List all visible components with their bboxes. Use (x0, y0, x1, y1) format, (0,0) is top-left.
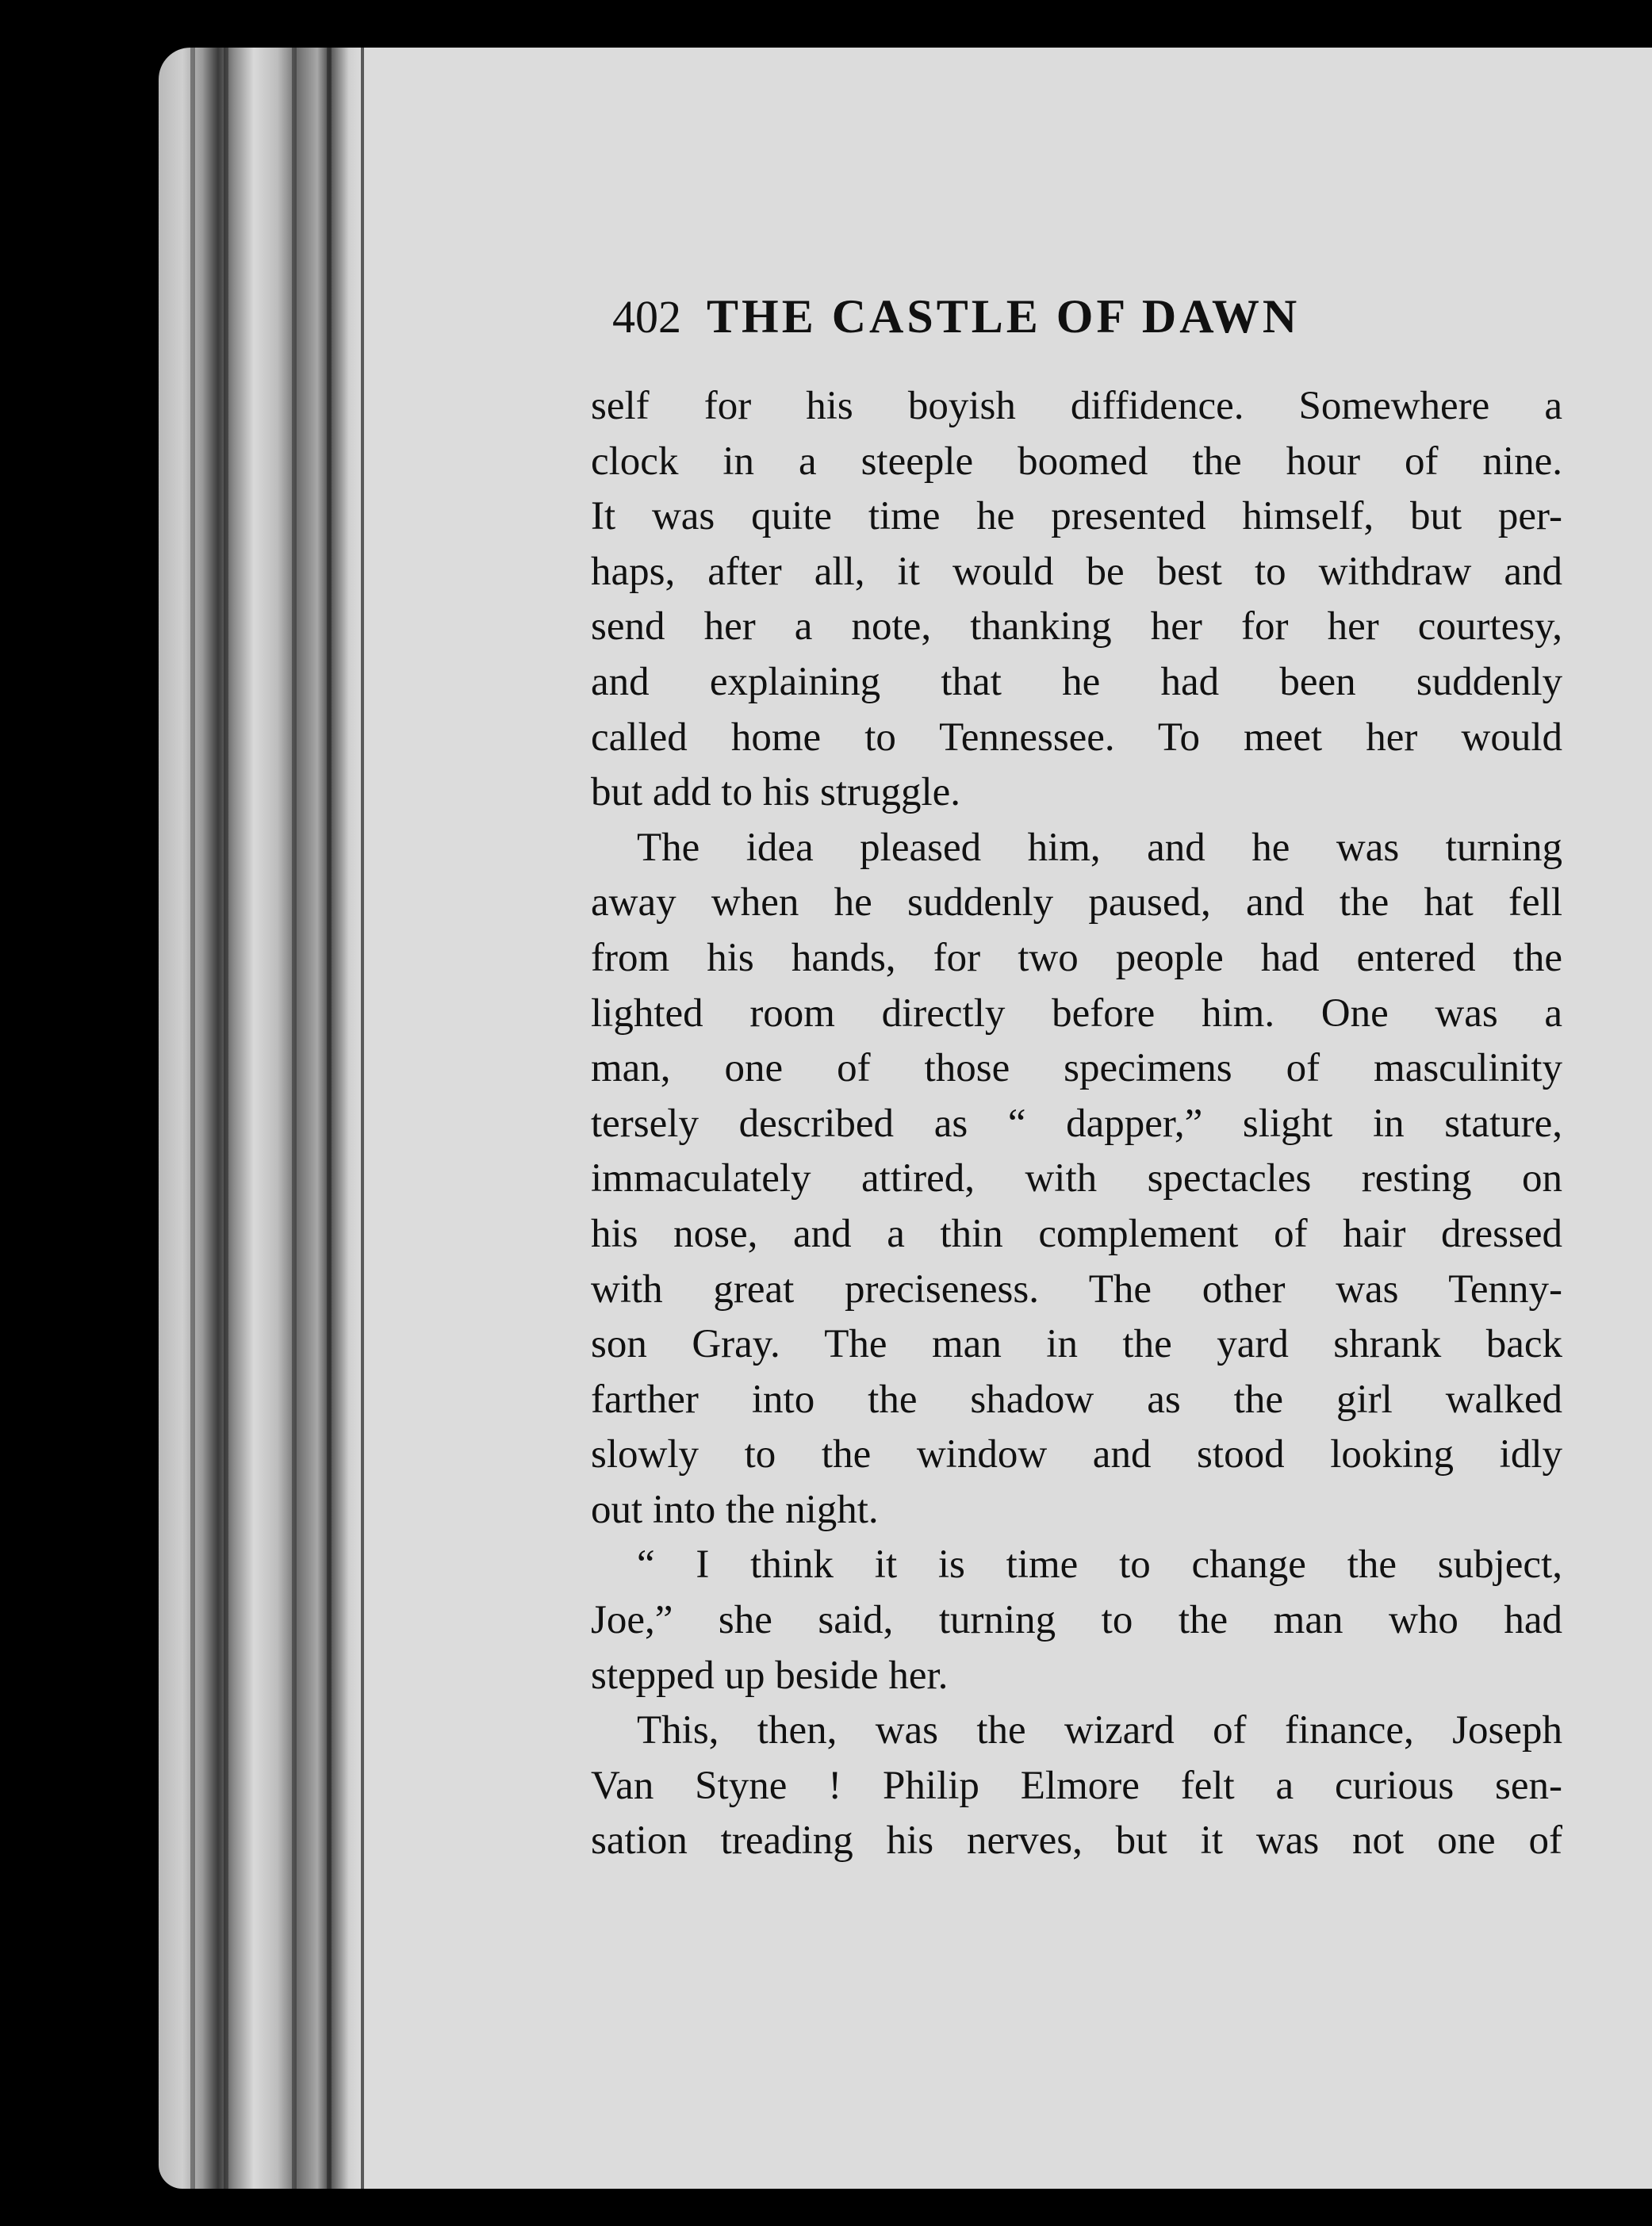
text-line: immaculately attired, with spectacles resting on (591, 1156, 1562, 1201)
body-text (591, 379, 1562, 1869)
text-line: from his hands, for two people had entered the (591, 935, 1562, 980)
text-line: stepped up beside her. (591, 1653, 949, 1698)
edge-streak (224, 48, 228, 2189)
page-number: 402 (612, 291, 681, 343)
text-line: out into the night. (591, 1487, 879, 1532)
text-line: send her a note, thanking her for her courtesy, (591, 604, 1562, 649)
text-line: farther into the shadow as the girl walked (591, 1377, 1562, 1422)
text-line: away when he suddenly paused, and the hat fell (591, 880, 1562, 925)
text-line: tersely described as “ dapper,” slight in stature, (591, 1101, 1562, 1146)
text-line: his nose, and a thin complement of hair dressed (591, 1211, 1562, 1256)
text-line: “ I think it is time to change the subject, (637, 1542, 1562, 1588)
text-line: haps, after all, it would be best to withdraw and (591, 549, 1562, 594)
text-line: lighted room directly before him. One was a (591, 990, 1562, 1036)
text-line: Joe,” she said, turning to the man who had (591, 1598, 1562, 1643)
edge-streak (292, 48, 297, 2189)
edge-streak (327, 48, 332, 2189)
text-line: son Gray. The man in the yard shrank back (591, 1322, 1562, 1367)
text-line: This, then, was the wizard of finance, Joseph (637, 1708, 1562, 1753)
text-line: slowly to the window and stood looking idly (591, 1432, 1562, 1477)
running-header (612, 289, 1453, 361)
edge-streak (190, 48, 195, 2189)
text-line: It was quite time he presented himself, but per- (591, 494, 1562, 539)
text-line: self for his boyish diffidence. Somewhere a (591, 384, 1562, 428)
text-line: man, one of those specimens of masculinity (591, 1046, 1562, 1091)
running-title: THE CASTLE OF DAWN (707, 290, 1301, 343)
text-line: The idea pleased him, and he was turning (637, 825, 1562, 870)
text-line: with great preciseness. The other was Tenny- (591, 1266, 1562, 1312)
text-line: but add to his struggle. (591, 770, 961, 815)
text-line: sation treading his nerves, but it was not one of (591, 1818, 1562, 1864)
text-line: clock in a steeple boomed the hour of nine. (591, 439, 1562, 484)
text-line: and explaining that he had been suddenly (591, 659, 1562, 704)
text-line: Van Styne ! Philip Elmore felt a curious sen- (591, 1763, 1562, 1808)
text-line: called home to Tennessee. To meet her would (591, 715, 1562, 760)
book-page-edges (159, 48, 373, 2189)
